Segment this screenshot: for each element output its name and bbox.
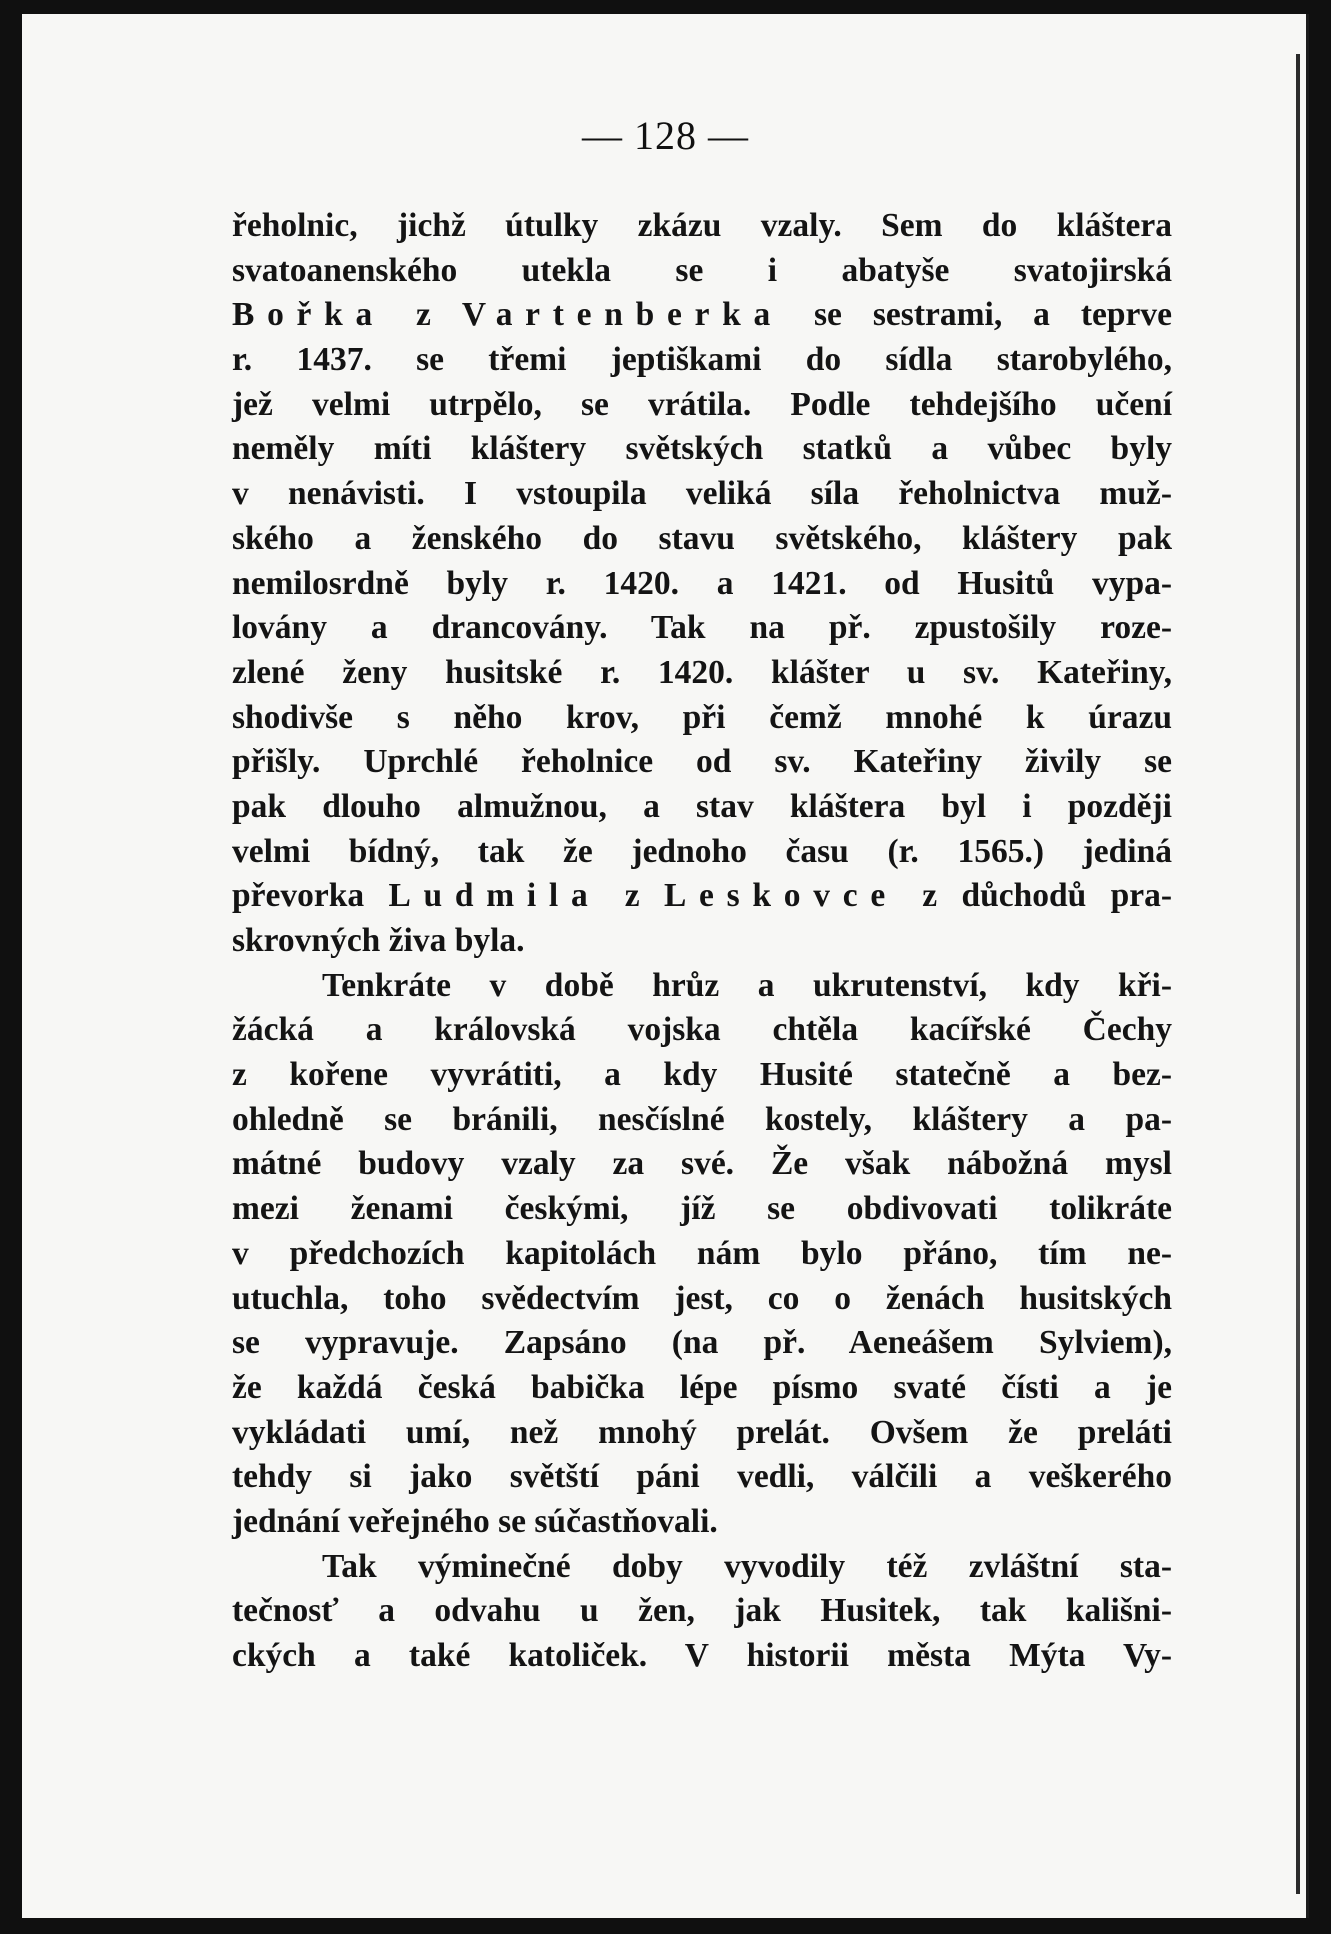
text-line: přišly. Uprchlé řeholnice od sv. Kateřiny živily se bbox=[232, 743, 1172, 781]
text-line: tehdy si jako světští páni vedli, válčili a veškerého bbox=[232, 1458, 1172, 1496]
name-connector: z bbox=[624, 877, 640, 915]
text-line: lovány a drancovány. Tak na př. zpustošily roze- bbox=[232, 609, 1172, 647]
text-line: shodivše s něho krov, při čemž mnohé k úrazu bbox=[232, 698, 1172, 736]
text-line: v nenávisti. I vstoupila veliká síla řeholnictva muž- bbox=[232, 475, 1172, 513]
text-line: jednání veřejného se súčastňovali. bbox=[232, 1502, 718, 1540]
text-line: ohledně se bránili, nesčíslné kostely, kláštery a pa- bbox=[232, 1100, 1172, 1138]
text-line: mátné budovy vzaly za své. Že však nábožná mysl bbox=[232, 1145, 1172, 1183]
spaced-surname: Leskovce bbox=[663, 877, 898, 915]
text-line: nemilosrdně byly r. 1420. a 1421. od Husitů vypa- bbox=[232, 564, 1172, 602]
text-line: že každá česká babička lépe písmo svaté čísti a je bbox=[232, 1368, 1172, 1406]
name-connector: z bbox=[415, 296, 431, 334]
text-line: ského a ženského do stavu světského, kláštery pak bbox=[232, 519, 1172, 557]
text-line: svatoanenského utekla se i abatyše svatojirská bbox=[232, 251, 1172, 289]
page-edge-shadow bbox=[1296, 54, 1300, 1894]
text-line: mezi ženami českými, jíž se obdivovati tolikráte bbox=[232, 1190, 1172, 1228]
text-line: zlené ženy husitské r. 1420. klášter u sv. Kateřiny, bbox=[232, 653, 1172, 691]
text-line: řeholnic, jichž útulky zkázu vzaly. Sem do kláštera bbox=[232, 207, 1172, 244]
paragraph-start-line: Tak výminečné doby vyvodily též zvláštní sta- bbox=[322, 1547, 1172, 1585]
spaced-name: Ludmila bbox=[388, 877, 601, 915]
line-remainder: se sestrami, a teprve bbox=[814, 296, 1173, 334]
text-line: pak dlouho almužnou, a stav kláštera byl i později bbox=[232, 787, 1172, 825]
text-line: žácká a královská vojska chtěla kacířské Čechy bbox=[232, 1011, 1172, 1049]
text-line: ckých a také katoliček. V historii města Mýta Vy- bbox=[232, 1637, 1172, 1674]
text-line: r. 1437. se třemi jeptiškami do sídla starobylého, bbox=[232, 341, 1172, 379]
text-line: z kořene vyvrátiti, a kdy Husité statečně a bez- bbox=[232, 1056, 1172, 1094]
text-line-with-name bbox=[232, 293, 1172, 338]
paragraph-start-line: Tenkráte v době hrůz a ukrutenství, kdy kři- bbox=[322, 966, 1172, 1004]
text-line: jež velmi utrpělo, se vrátila. Podle tehdejšího učení bbox=[232, 385, 1172, 423]
page-number: — 128 — bbox=[582, 113, 749, 158]
text-line: skrovných živa byla. bbox=[232, 922, 525, 959]
body-text bbox=[232, 204, 1172, 1679]
spaced-surname: Vartenberka bbox=[461, 296, 784, 334]
line-remainder: z důchodů pra- bbox=[922, 877, 1172, 915]
line-start: převorka bbox=[232, 877, 365, 915]
text-line: v předchozích kapitolách nám bylo přáno, tím ne- bbox=[232, 1234, 1172, 1272]
text-line: neměly míti kláštery světských statků a vůbec byly bbox=[232, 430, 1172, 468]
text-line-with-name bbox=[232, 874, 1172, 919]
text-line: vykládati umí, než mnohý prelát. Ovšem že preláti bbox=[232, 1413, 1172, 1451]
text-line: utuchla, toho svědectvím jest, co o ženách husitských bbox=[232, 1279, 1172, 1317]
text-line: se vypravuje. Zapsáno (na př. Aeneášem Sylviem), bbox=[232, 1324, 1172, 1362]
text-line: tečnosť a odvahu u žen, jak Husitek, tak kališni- bbox=[232, 1592, 1172, 1630]
text-line: velmi bídný, tak že jednoho času (r. 1565.) jediná bbox=[232, 832, 1172, 870]
spaced-name: Bořka bbox=[232, 296, 385, 334]
